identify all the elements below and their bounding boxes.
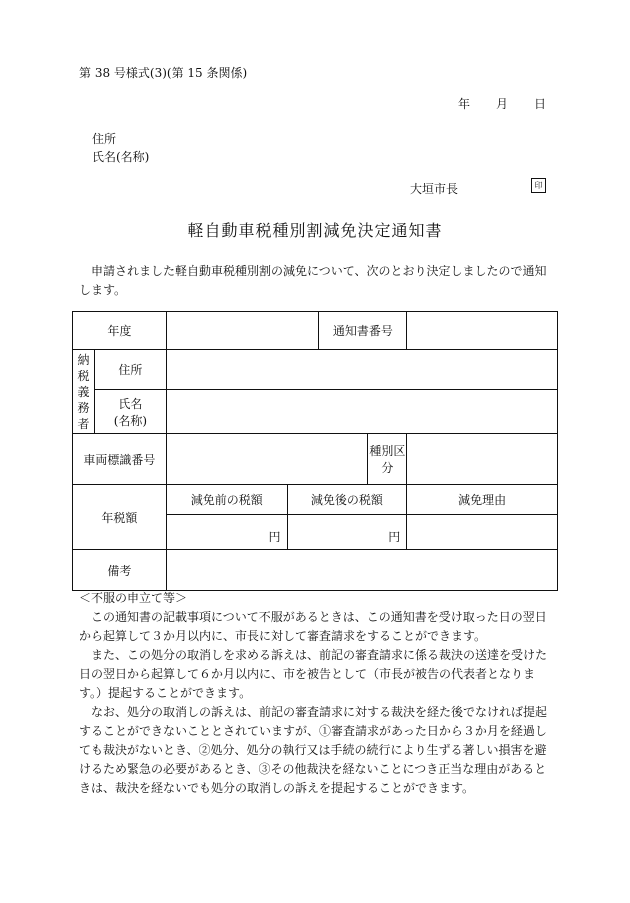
date-day-label: 日 <box>534 97 547 111</box>
reason-cell <box>407 515 558 550</box>
after-tax-header: 減免後の税額 <box>287 485 407 515</box>
document-title: 軽自動車税種別割減免決定通知書 <box>187 221 443 240</box>
date-year-label: 年 <box>458 97 471 111</box>
fiscal-year-cell <box>166 312 319 350</box>
category-cell <box>407 434 558 485</box>
category-label: 種別区分 <box>368 434 407 485</box>
notice-number-label: 通知書番号 <box>319 312 407 350</box>
fiscal-year-label: 年度 <box>73 312 167 350</box>
tax-notice-table <box>72 311 558 591</box>
notice-number-cell <box>407 312 558 350</box>
objection-section <box>79 589 555 798</box>
taxpayer-name-cell <box>166 390 557 434</box>
objection-paragraph-3: なお、処分の取消しの訴えは、前記の審査請求に対する裁決を経た後でなければ提起することができないこととされていますが、①審査請求があった日から３か月を経過しても裁決がないとき、②処分、処分の執行又は手続の続行により生ずる著しい損害を避けるため緊急の必要があるとき、③その他裁決を経ないことにつき正当な理由があるときは、裁決を経ないでも処分の取消しの訴えを提起することができます。 <box>79 705 548 795</box>
before-tax-header: 減免前の税額 <box>166 485 287 515</box>
form-number: 第 38 号様式(3)(第 15 条関係) <box>79 66 248 80</box>
date-month-label: 月 <box>496 97 509 111</box>
remarks-label: 備考 <box>73 550 167 591</box>
vehicle-number-cell <box>166 434 368 485</box>
seal-stamp: 印 <box>531 178 546 193</box>
after-tax-yen: 円 <box>287 515 407 550</box>
reason-header: 減免理由 <box>407 485 558 515</box>
objection-paragraph-2: また、この処分の取消しを求める訴えは、前記の審査請求に係る裁決の送達を受けた日の翌日から起算して６か月以内に、市を被告として（市長が被告の代表者となります。）提起することができます。 <box>79 648 548 700</box>
annual-tax-label: 年税額 <box>73 485 167 550</box>
intro-text: 申請されました軽自動車税種別割の減免について、次のとおり決定しましたので通知します。 <box>79 264 547 297</box>
taxpayer-address-cell <box>166 350 557 390</box>
objection-paragraph-1: この通知書の記載事項について不服があるときは、この通知書を受け取った日の翌日から起算して３か月以内に、市長に対して審査請求をすることができます。 <box>79 610 547 643</box>
vehicle-number-label: 車両標識番号 <box>73 434 167 485</box>
before-tax-yen: 円 <box>166 515 287 550</box>
remarks-cell <box>166 550 557 591</box>
taxpayer-address-label: 住所 <box>94 350 166 390</box>
recipient-address-label: 住所 <box>92 132 117 146</box>
recipient-name-label: 氏名(名称) <box>92 150 150 164</box>
taxpayer-name-label: 氏名 (名称) <box>94 390 166 434</box>
taxpayer-label: 納 税 義 務 者 <box>73 350 95 434</box>
issuer-name: 大垣市長 <box>410 182 459 196</box>
objection-heading: ＜不服の申立て等＞ <box>79 591 188 605</box>
